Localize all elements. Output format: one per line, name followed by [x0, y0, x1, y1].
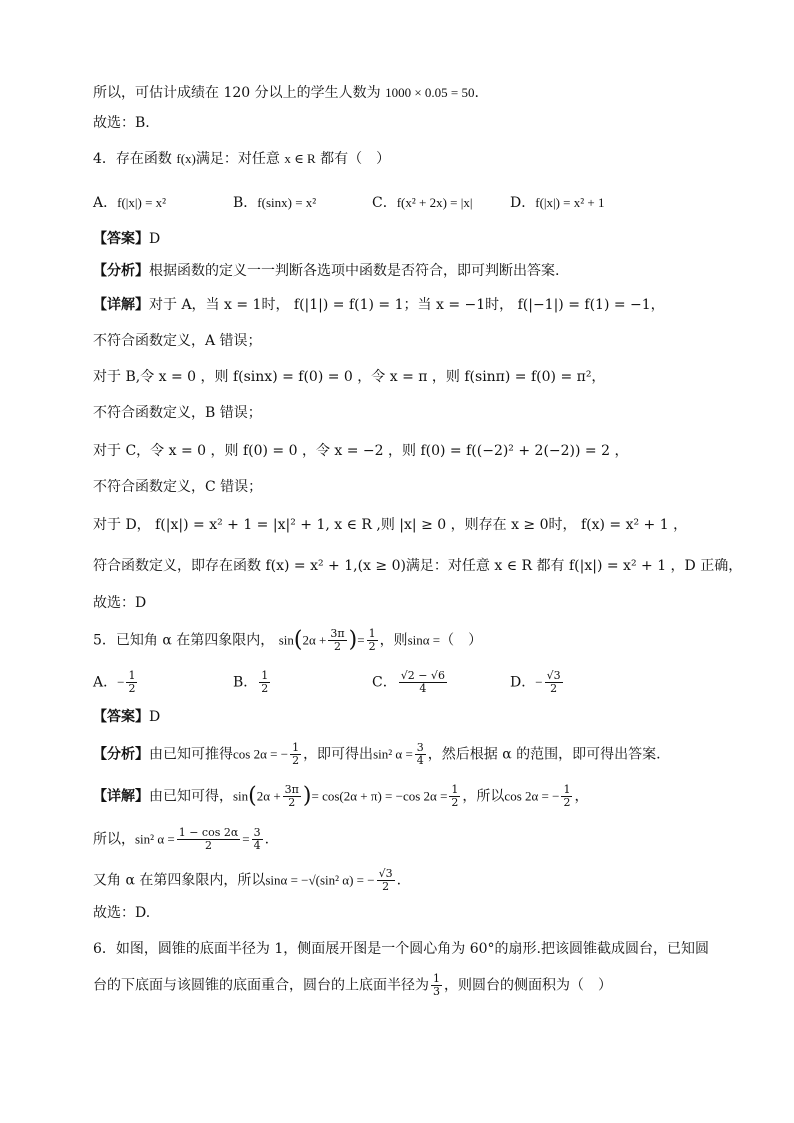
- analysis-text: 根据函数的定义一一判断各选项中函数是否符合，即可判断出答案.: [149, 263, 560, 279]
- detail-m2: cos 2α = −: [504, 788, 560, 804]
- q5-detail-2: [93, 827, 734, 852]
- frac-num: 1: [292, 741, 300, 754]
- frac-den: 2: [382, 880, 390, 893]
- period: .: [396, 872, 402, 889]
- q5-sinalpha: sinα =: [407, 632, 441, 648]
- q4-stem: [93, 149, 734, 169]
- frac-den: 3: [433, 985, 440, 998]
- q5-stem-a: 5．已知角 α 在第四象限内，: [93, 632, 275, 649]
- q5-detail-4: 故选：D.: [93, 905, 151, 921]
- frac-den: 2: [292, 754, 300, 767]
- paren-open: (: [293, 627, 303, 653]
- q4-detail-4: 不符合函数定义，B 错误；: [93, 405, 262, 421]
- q5-option-d: [510, 670, 565, 695]
- analysis-a: 由已知可推得: [149, 746, 233, 763]
- q5-arg: 2α +: [256, 788, 281, 804]
- frac-1-2: [290, 742, 301, 767]
- q4-option-b: [233, 193, 316, 213]
- frac-num: 1: [563, 783, 571, 796]
- q5-sin: sin: [233, 788, 249, 804]
- q4-detail-5: 对于 C，令 x = 0 ，则 f(0) = 0 ，令 x = −2 ，则 f(0) = f((−2)² + 2(−2)) = 2 ，: [93, 443, 629, 459]
- conclusion-text: 所以，可估计成绩在 120 分以上的学生人数为: [93, 85, 381, 101]
- answer-tag: 【答案】: [93, 709, 149, 725]
- frac-1-2: [561, 784, 572, 809]
- q5-option-sign: −: [117, 674, 125, 690]
- frac-1-2: [367, 628, 378, 653]
- answer-tag: 【答案】: [93, 231, 149, 247]
- frac-num: 1: [451, 783, 459, 796]
- q4-stem-b: 满足：对任意: [195, 151, 280, 167]
- q4-option-a: [93, 193, 166, 213]
- q5-option-c: [372, 670, 449, 695]
- paren-close: ): [302, 783, 312, 809]
- frac-3pi-2: [283, 784, 301, 809]
- analysis-tag: 【分析】: [93, 746, 149, 763]
- detail-b: ，所以: [462, 788, 505, 805]
- detail3-m: sinα = −√(sin² α) = −: [265, 872, 375, 888]
- conclusion-math: 1000 × 0.05 = 50: [385, 85, 475, 100]
- q5-detail-3: [93, 868, 734, 893]
- analysis-m2: sin² α =: [373, 746, 413, 762]
- frac-den: 4: [416, 754, 424, 767]
- q4-stem-xr: x ∈ R: [284, 151, 316, 166]
- q4-detail-1: [93, 295, 734, 315]
- q6-stem-2a: 台的下底面与该圆锥的底面重合，圆台的上底面半径为: [93, 977, 429, 994]
- frac-den: 2: [563, 796, 571, 809]
- frac-3-4: [415, 742, 426, 767]
- detail-a: 由已知可得，: [149, 788, 233, 805]
- q4-option-label: B．: [233, 195, 258, 211]
- frac-num: 3: [416, 741, 424, 754]
- frac-den: 2: [550, 682, 558, 695]
- q4-stem-a: 4．存在函数: [93, 151, 172, 167]
- frac-num: 3π: [330, 627, 345, 640]
- q5-option-a: [93, 670, 139, 695]
- q5-option-label: C．: [372, 674, 397, 691]
- answer-value: D: [149, 231, 161, 247]
- q5-option-frac: [259, 670, 270, 695]
- q4-option-expr: f(sinx) = x²: [257, 195, 317, 210]
- frac-3-4: [252, 827, 263, 852]
- q4-detail-2: 不符合函数定义，A 错误；: [93, 333, 262, 349]
- frac-num: 1: [261, 669, 269, 682]
- q5-option-label: A．: [93, 674, 118, 691]
- q4-detail-3: 对于 B,令 x = 0 ，则 f(sinx) = f(0) = 0 ，令 x = π ，则 f(sinπ) = f(0) = π²，: [93, 369, 606, 385]
- eq-sign: =: [242, 831, 250, 847]
- q5-stem-c: （ ）: [440, 632, 483, 649]
- q6-stem-2: [93, 973, 734, 998]
- q4-option-label: C．: [372, 195, 397, 211]
- q4-detail-7: 对于 D， f(|x|) = x² + 1 = |x|² + 1, x ∈ R ,则 |x| ≥ 0 ，则存在 x ≥ 0时， f(x) = x² + 1 ，: [93, 517, 688, 533]
- q5-answer: [93, 707, 734, 727]
- frac-1-3: [431, 973, 442, 998]
- frac-den: 4: [253, 839, 261, 852]
- detail2-a: 所以，: [93, 831, 135, 848]
- analysis-c: ，然后根据 α 的范围，即可得出答案.: [427, 746, 661, 763]
- q4-detail-9: 故选：D: [93, 595, 147, 611]
- analysis-m1: cos 2α = −: [233, 746, 289, 762]
- q4-detail-8: 符合函数定义，即存在函数 f(x) = x² + 1,(x ≥ 0)满足：对任意 x ∈ R 都有 f(|x|) = x² + 1 ，D 正确，: [93, 558, 743, 574]
- q4-stem-c: 都有（ ）: [320, 151, 391, 167]
- q5-stem-b: ，则: [379, 632, 408, 649]
- analysis-tag: 【分析】: [93, 263, 149, 279]
- q4-option-c: [372, 193, 472, 213]
- q5-arg: 2α +: [302, 632, 327, 648]
- detail-end: ，: [574, 788, 589, 805]
- line-choose-b: 故选：B.: [93, 115, 150, 131]
- period: .: [264, 831, 270, 848]
- q5-analysis: [93, 742, 734, 767]
- detail-m1: = cos(2α + π) = −cos 2α =: [311, 788, 448, 804]
- q5-option-frac: [399, 670, 447, 695]
- q4-answer: [93, 229, 734, 249]
- frac-1-cos: [177, 827, 241, 852]
- q4-option-d: [510, 193, 605, 213]
- answer-value: D: [149, 709, 161, 725]
- detail-text: 对于 A，当 x = 1时， f(|1|) = f(1) = 1；当 x = −1时， f(|−1|) = f(1) = −1，: [149, 297, 665, 313]
- frac-den: 2: [334, 640, 341, 653]
- q5-option-label: B．: [233, 674, 258, 691]
- q4-option-expr: f(|x|) = x² + 1: [535, 195, 605, 210]
- frac-num: 1: [368, 627, 376, 640]
- q5-option-frac: [545, 670, 563, 695]
- frac-num: √2 − √6: [400, 669, 445, 682]
- paren-open: (: [248, 783, 257, 809]
- frac-den: 2: [288, 796, 296, 809]
- q5-option-b: [233, 670, 272, 695]
- eq-sign: =: [357, 632, 365, 648]
- frac-num: 1 − cos 2α: [178, 826, 239, 839]
- q4-option-expr: f(|x|) = x²: [117, 195, 167, 210]
- frac-den: 2: [451, 796, 459, 809]
- frac-num: 1: [433, 972, 440, 985]
- frac-den: 2: [205, 839, 212, 852]
- analysis-b: ，即可得出: [303, 746, 374, 763]
- frac-den: 2: [261, 682, 269, 695]
- q5-option-frac: [126, 670, 137, 695]
- frac-num: √3: [378, 867, 393, 880]
- period: .: [474, 85, 479, 101]
- q4-stem-fx: f(x): [176, 151, 196, 166]
- q4-option-expr: f(x² + 2x) = |x|: [396, 195, 473, 210]
- q5-stem: [93, 628, 734, 653]
- frac-num: √3: [546, 669, 561, 682]
- frac-num: 3π: [284, 783, 299, 796]
- q4-option-label: D．: [510, 195, 536, 211]
- detail-tag: 【详解】: [93, 788, 149, 805]
- detail-tag: 【详解】: [93, 297, 149, 313]
- q4-option-label: A．: [93, 195, 118, 211]
- frac-num: 3: [253, 826, 261, 839]
- frac-den: 2: [368, 640, 376, 653]
- q5-sin: sin: [278, 632, 294, 648]
- q4-detail-6: 不符合函数定义，C 错误；: [93, 479, 263, 495]
- frac-r3-2: [377, 868, 395, 893]
- q5-option-label: D．: [510, 674, 536, 691]
- frac-1-2: [449, 784, 460, 809]
- frac-num: 1: [128, 669, 136, 682]
- paren-close: ): [348, 627, 358, 653]
- frac-den: 2: [128, 682, 136, 695]
- frac-3pi-2: [328, 628, 346, 653]
- q5-option-sign: −: [535, 674, 543, 690]
- q5-detail-1: [93, 784, 734, 809]
- detail2-m: sin² α =: [135, 831, 175, 847]
- detail3-a: 又角 α 在第四象限内，所以: [93, 872, 266, 889]
- q4-analysis: [93, 261, 734, 281]
- frac-den: 4: [419, 682, 427, 695]
- q6-stem-1: 6．如图，圆锥的底面半径为 1，侧面展开图是一个圆心角为 60°的扇形.把该圆锥截成圆台，已知圆: [93, 941, 709, 957]
- line-conclusion: [93, 83, 734, 103]
- q6-stem-2b: ，则圆台的侧面积为（ ）: [444, 977, 612, 994]
